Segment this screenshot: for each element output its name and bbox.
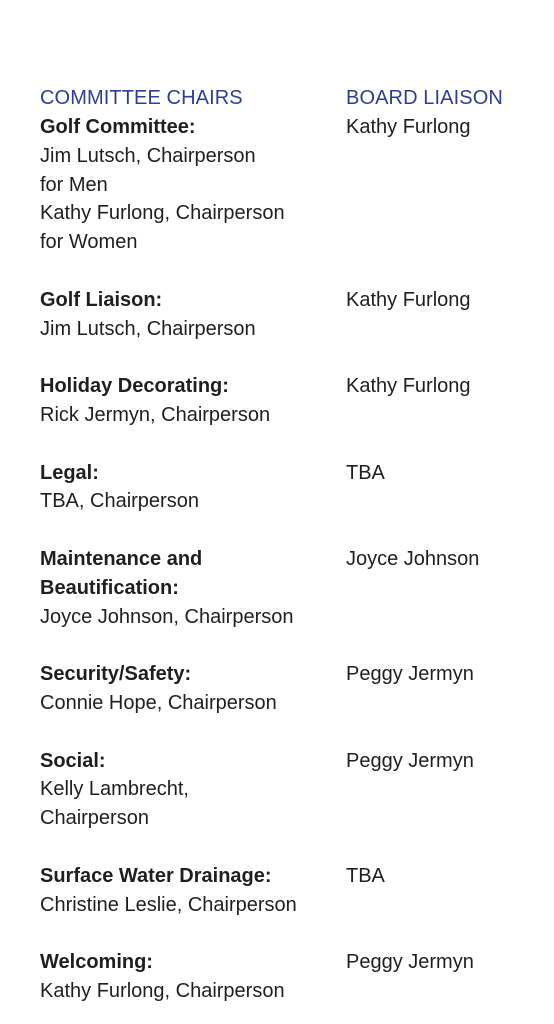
committee-name: Social: [40, 749, 106, 772]
chairperson-text: Joyce Johnson, Chairperson [40, 605, 294, 628]
committee-name: Maintenance and [40, 547, 203, 570]
committee-entry [40, 459, 540, 517]
committee-entry [40, 545, 540, 631]
chairperson-text: Kathy Furlong, Chairperson [40, 979, 285, 1002]
committee-name: Beautification: [40, 576, 179, 599]
committee-details [40, 545, 346, 631]
chairperson-text: Christine Leslie, Chairperson [40, 893, 297, 916]
chairperson-text: Chairperson [40, 807, 149, 830]
committee-name: Holiday Decorating: [40, 375, 229, 398]
committee-name: Surface Water Drainage: [40, 864, 272, 887]
committee-entry [40, 948, 540, 1006]
committee-entry [40, 113, 540, 257]
committee-details [40, 459, 346, 517]
committee-entry [40, 862, 540, 920]
chairperson-text: Kelly Lambrecht, [40, 778, 189, 801]
chairperson-text: for Men [40, 173, 108, 196]
committee-details [40, 660, 346, 718]
board-liaison-name: Joyce Johnson [346, 547, 480, 570]
board-liaison-name: TBA [346, 864, 385, 887]
board-liaison-heading: BOARD LIAISON [346, 87, 503, 109]
chairperson-text: Jim Lutsch, Chairperson [40, 317, 256, 340]
board-liaison-name: Peggy Jermyn [346, 663, 474, 686]
committee-name: Legal: [40, 461, 99, 484]
column-headers [40, 84, 540, 113]
committee-details [40, 747, 346, 833]
chairperson-text: Jim Lutsch, Chairperson [40, 144, 256, 167]
committee-entry [40, 286, 540, 344]
board-liaison-name: Kathy Furlong [346, 288, 471, 311]
committee-entry [40, 660, 540, 718]
chairperson-text: Connie Hope, Chairperson [40, 691, 277, 714]
committee-name: Golf Committee: [40, 116, 196, 138]
committee-roster [40, 84, 540, 1006]
chairperson-text: for Women [40, 231, 138, 254]
board-liaison-name: Peggy Jermyn [346, 749, 474, 772]
committee-name: Golf Liaison: [40, 288, 163, 311]
committee-entry [40, 372, 540, 430]
committee-details [40, 113, 346, 257]
committee-chairs-heading: COMMITTEE CHAIRS [40, 87, 243, 109]
chairperson-text: Rick Jermyn, Chairperson [40, 403, 271, 426]
committee-name: Welcoming: [40, 951, 153, 974]
committee-entry [40, 747, 540, 833]
committee-details [40, 286, 346, 344]
committee-details [40, 862, 346, 920]
chairperson-text: Kathy Furlong, Chairperson [40, 202, 285, 225]
committee-details [40, 372, 346, 430]
chairperson-text: TBA, Chairperson [40, 490, 199, 513]
board-liaison-name: Kathy Furlong [346, 375, 471, 398]
committee-list [40, 113, 540, 1006]
board-liaison-name: Kathy Furlong [346, 116, 471, 138]
board-liaison-name: Peggy Jermyn [346, 951, 474, 974]
committee-details [40, 948, 346, 1006]
board-liaison-name: TBA [346, 461, 385, 484]
committee-name: Security/Safety: [40, 663, 192, 686]
